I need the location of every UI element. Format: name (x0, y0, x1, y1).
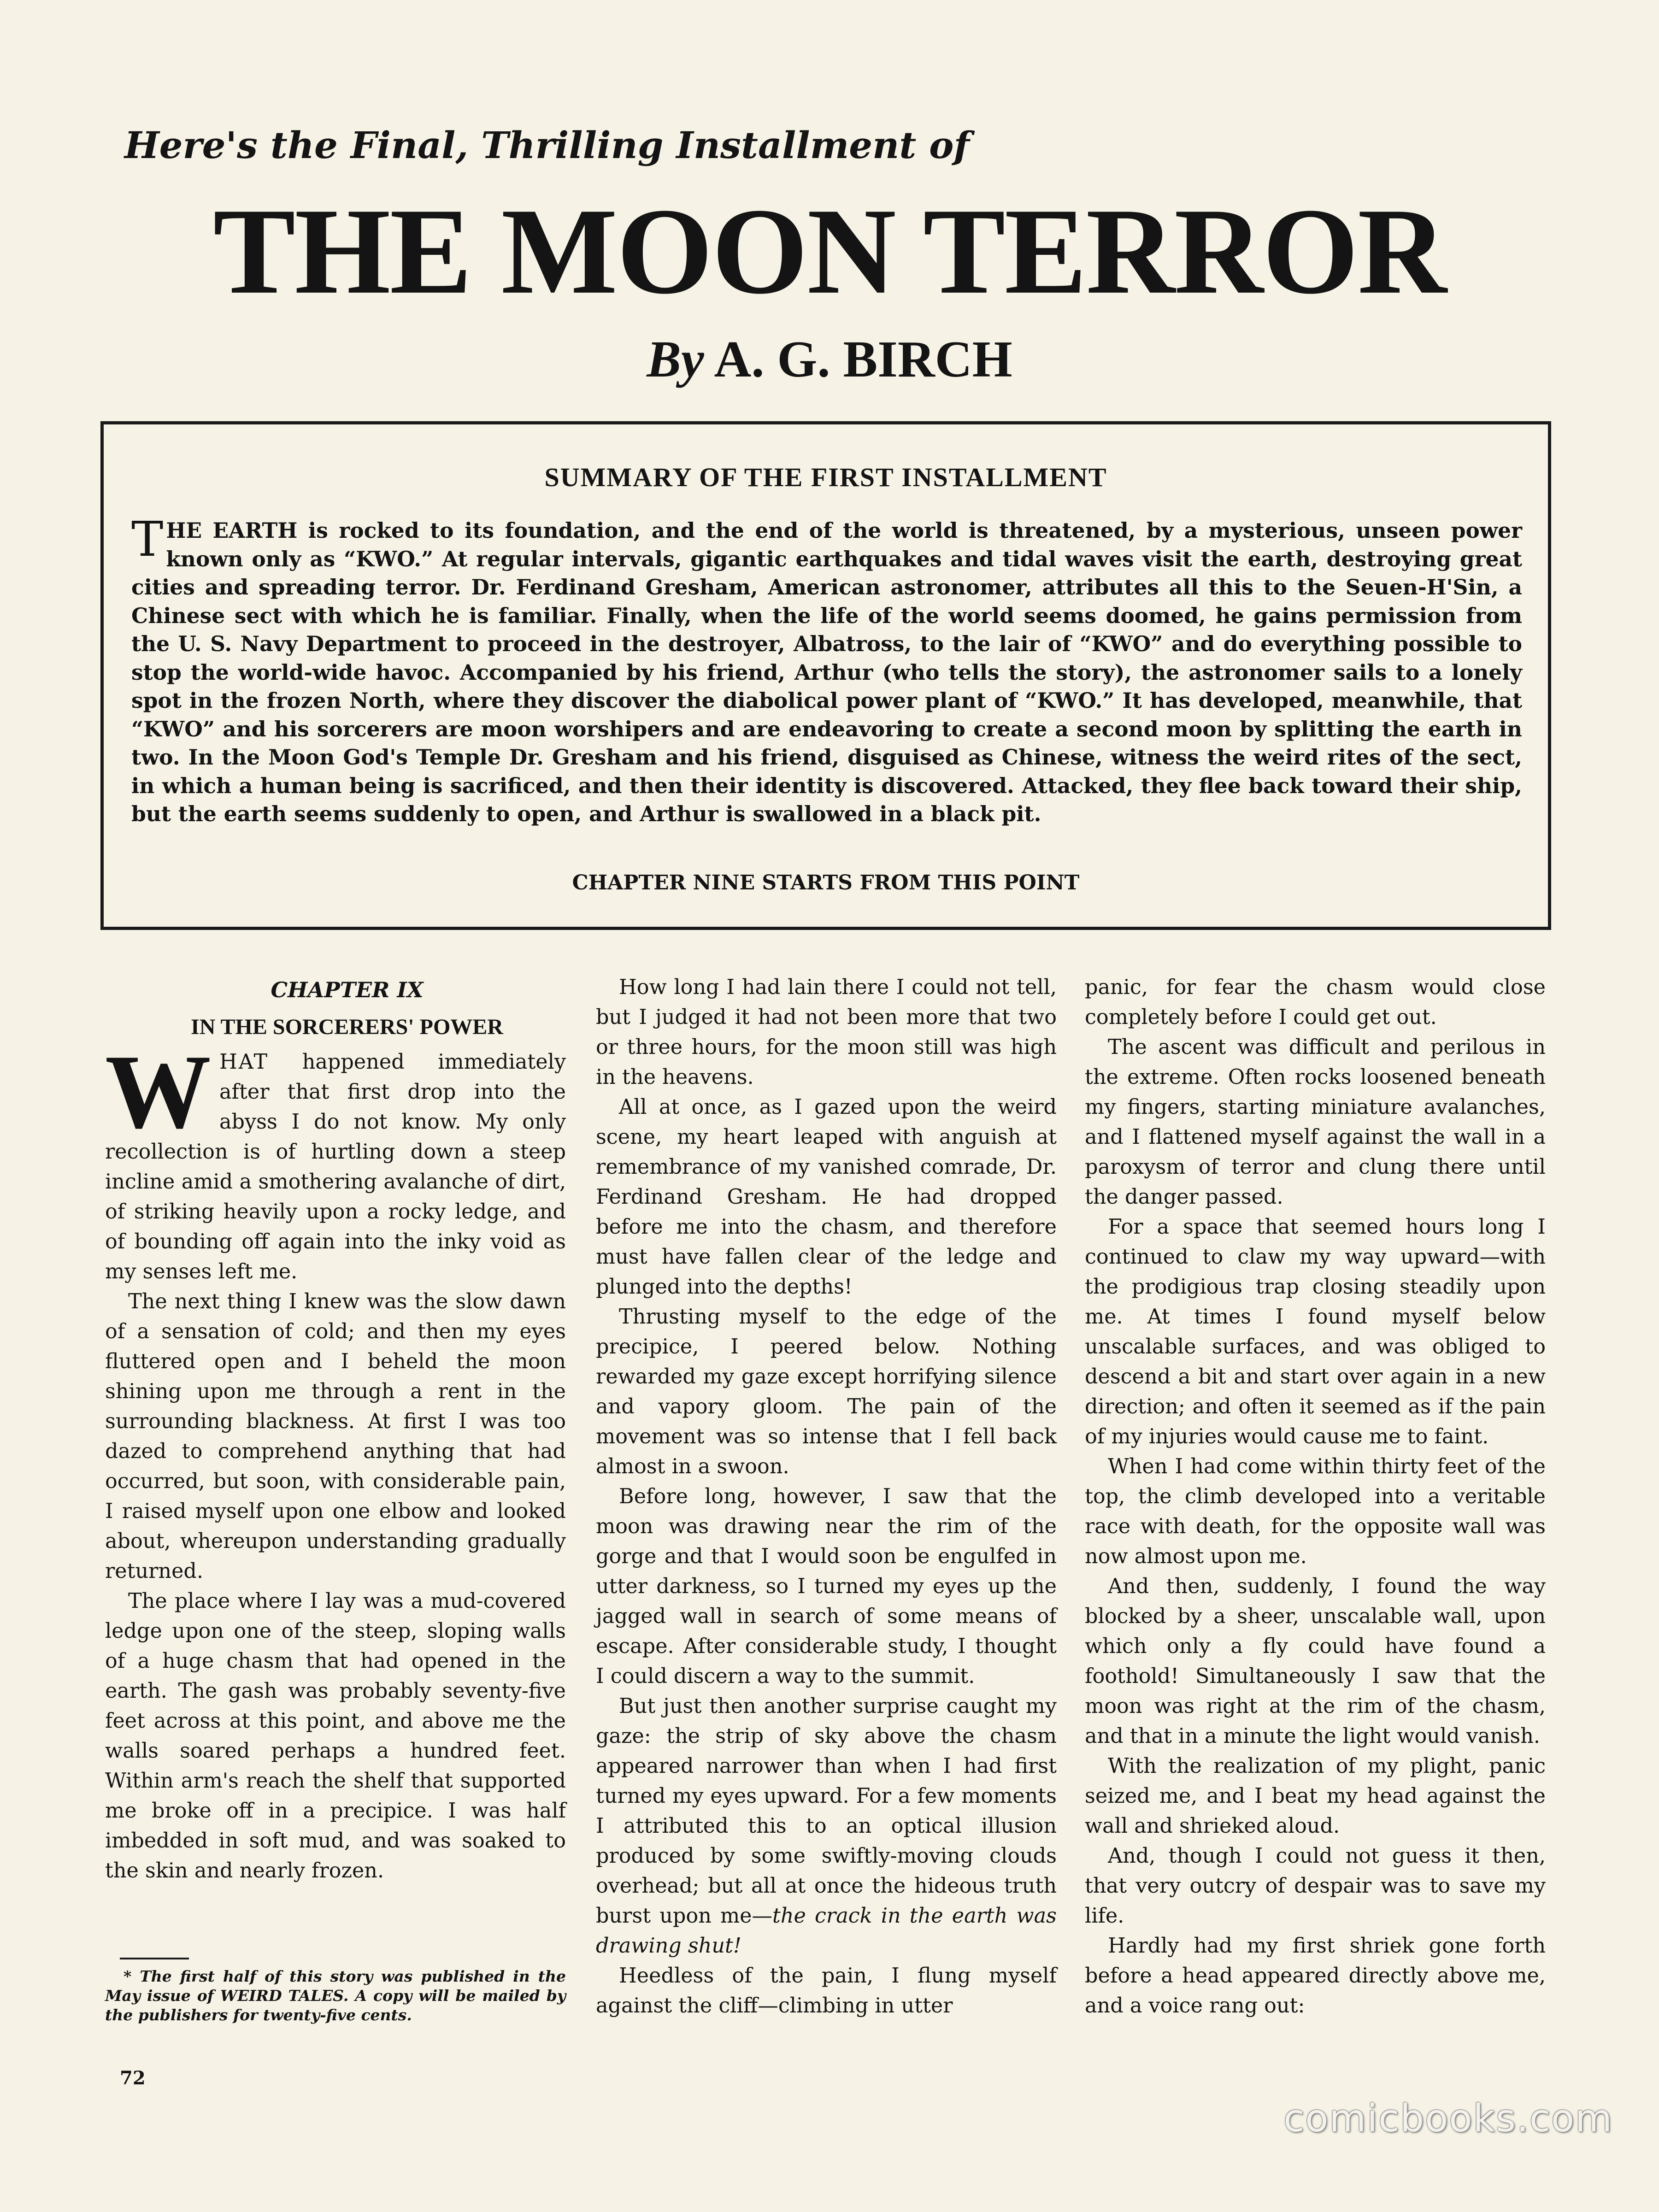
paragraph: The ascent was difficult and perilous in the extreme. Often rocks loosened beneath my fingers, starting miniature avalanches, and I flattened myself against the wall in a paroxysm of terror and clung there until the danger passed. (1085, 1035, 1546, 1209)
text-column-1 (105, 972, 566, 1995)
paragraph: All at once, as I gazed upon the weird scene, my heart leaped with anguish at remembrance of my vanished comrade, Dr. Ferdinand Gresham. He had dropped before me into the chasm, and therefore must have fallen clear of the ledge and plunged into the depths! (596, 1095, 1057, 1299)
summary-drop-cap: T (131, 511, 164, 567)
byline-author: A. G. BIRCH (714, 331, 1012, 388)
emphasis-text: the crack in the earth was drawing shut! (596, 1904, 1057, 1958)
summary-footer: CHAPTER NINE STARTS FROM THIS POINT (572, 871, 1080, 894)
paragraph: Thrusting myself to the edge of the precipice, I peered below. Nothing rewarded my gaze except horrifying silence and vapory gloom. The pain of the movement was so intense that I fell back almost in a swoon. (596, 1305, 1057, 1478)
chapter-number: CHAPTER IX (271, 977, 424, 1002)
paragraph: For a space that seemed hours long I continued to claw my way upward—with the prodigious trap closing steadily upon me. At times I found myself below unscalable surfaces, and was obliged to descend a bit and start over again in a new direction; and often it seemed as if the pain of my injuries would cause me to faint. (1085, 1215, 1546, 1448)
text-column-2 (596, 972, 1057, 2023)
paragraph: Before long, however, I saw that the moon was drawing near the rim of the gorge and that I would soon be engulfed in utter darkness, so I turned my eyes up the jagged wall in search of some means of escape. After considerable study, I thought I could discern a way to the summit. (596, 1485, 1057, 1688)
paragraph: And, though I could not guess it then, that very outcry of despair was to save my life. (1085, 1844, 1546, 1928)
byline (0, 318, 1659, 401)
summary-lead: HE EARTH (166, 518, 298, 543)
summary-box (100, 421, 1551, 930)
paragraph-text: But just then another surprise caught my gaze: the strip of sky above the chasm appeared narrower than when I had first turned my eyes upward. For a few moments I attributed this to an optical illusion produced by some swiftly-moving clouds overhead; but all at once the hideous truth burst upon me— (596, 1694, 1057, 1928)
watermark: comicbooks.com (1283, 2097, 1613, 2141)
chapter-title: IN THE SORCERERS' POWER (191, 1015, 503, 1039)
footnote: * The first half of this story was published in the May issue of WEIRD TALES. A copy will be mailed by the publishers for twenty-five cents. (105, 1967, 566, 2024)
paragraph: Heedless of the pain, I flung myself against the cliff—climbing in utter (596, 1964, 1057, 2018)
paragraph (105, 1033, 566, 1287)
summary-text (131, 511, 1522, 826)
story-title: THE MOON TERROR (213, 182, 1446, 319)
paragraph: How long I had lain there I could not tell, but I judged it had not been more that two or three hours, for the moon still was high in the heavens. (596, 976, 1057, 1089)
drop-cap: W (105, 1033, 211, 1150)
summary-body: is rocked to its foundation, and the end of the world is threatened, by a mysterious, unseen power known only as “KWO.” At regular intervals, gigantic earthquakes and tidal waves visit the earth, destroying great cities and spreading terror. Dr. Ferdinand Gresham, American astronomer, attributes all this to the Seuen-H'Sin, a Chinese sect with which he is familiar. Finally, when the life of the world seems doomed, he gains permission from the U. S. Navy Department to proceed in the destroyer, Albatross, to the lair of “KWO” and do everything possible to stop the world-wide havoc. Accompanied by his friend, Arthur (who tells the story), the astronomer sails to a lonely spot in the frozen North, where they discover the diabolical power plant of “KWO.” It has developed, meanwhile, that “KWO” and his sorcerers are moon worshipers and are endeavoring to create a second moon by splitting the earth in two. In the Moon God's Temple Dr. Gresham and his friend, disguised as Chinese, witness the weird rites of the sect, in which a human being is sacrificed, and then their identity is discovered. Attacked, they flee back toward their ship, but the earth seems suddenly to open, and Arthur is swallowed in a black pit. (131, 518, 1522, 826)
paragraph: With the realization of my plight, panic seized me, and I beat my head against the wall and shrieked aloud. (1085, 1754, 1546, 1838)
text-column-3 (1085, 972, 1546, 2023)
paragraph: Hardly had my first shriek gone forth before a head appeared directly above me, and a voice rang out: (1085, 1934, 1546, 2018)
paragraph: The next thing I knew was the slow dawn of a sensation of cold; and then my eyes fluttered open and I beheld the moon shining upon me through a rent in the surrounding blackness. At first I was too dazed to comprehend anything that had occurred, but soon, with considerable pain, I raised myself upon one elbow and looked about, whereupon understanding gradually returned. (105, 1290, 566, 1583)
opening-word: HAT (219, 1050, 269, 1074)
paragraph: When I had come within thirty feet of the top, the climb developed into a veritable race with death, for the opposite wall was now almost upon me. (1085, 1455, 1546, 1568)
summary-heading: SUMMARY OF THE FIRST INSTALLMENT (544, 462, 1107, 492)
paragraph: panic, for fear the chasm would close completely before I could get out. (1085, 976, 1546, 1029)
paragraph: And then, suddenly, I found the way blocked by a sheer, unscalable wall, upon which only a fly could have found a foothold! Simultaneously I saw that the moon was right at the rim of the chasm, and that in a minute the light would vanish. (1085, 1575, 1546, 1748)
footnote-rule (120, 1958, 189, 1959)
paragraph (596, 1691, 1057, 1961)
byline-by: By (647, 331, 704, 388)
page-number: 72 (120, 2067, 146, 2089)
paragraph-text: happened immediately after that first drop into the abyss I do not know. My only recollection is of hurtling down a steep incline amid a smothering avalanche of dirt, of striking heavily upon a rocky ledge, and of bounding off again into the inky void as my senses left me. (105, 1050, 566, 1283)
story-kicker: Here's the Final, Thrilling Installment of (124, 124, 970, 167)
paragraph: The place where I lay was a mud-covered ledge upon one of the steep, sloping walls of a huge chasm that had opened in the earth. The gash was probably seventy-five feet across at this point, and above me the walls soared perhaps a hundred feet. Within arm's reach the shelf that supported me broke off in a precipice. I was half imbedded in soft mud, and was soaked to the skin and nearly frozen. (105, 1589, 566, 1883)
